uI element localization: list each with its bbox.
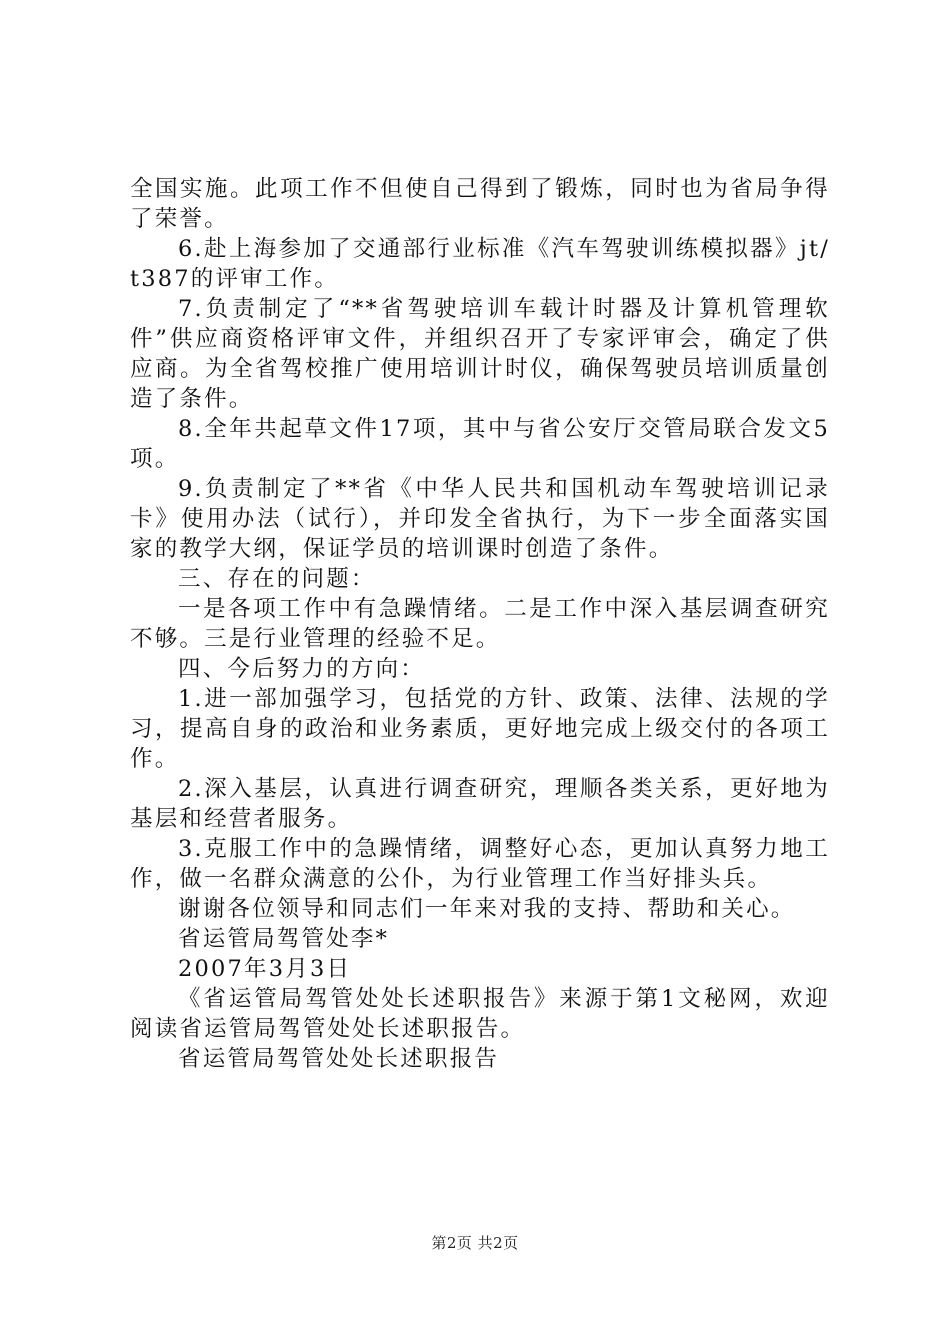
section-heading-direction: 四、今后努力的方向：	[178, 656, 426, 682]
paragraph-3: 7.负责制定了“**省驾驶培训车载计时器及计算机管理软件”供应商资格评审文件，并组织召开了专家评审会，确定了供应商。为全省驾校推广使用培训计时仪，确保驾驶员培训质量创造了条件。	[130, 296, 830, 412]
paragraph-9: 1.进一部加强学习，包括党的方针、政策、法律、法规的学习，提高自身的政治和业务素质，更好地完成上级交付的各项工作。	[130, 686, 830, 772]
signature: 省运管局驾管处李*	[178, 926, 390, 952]
paragraph-11: 3.克服工作中的急躁情绪，调整好心态，更加认真努力地工作，做一名群众满意的公仆，为行业管理工作当好排头兵。	[130, 836, 830, 892]
paragraph-7: 一是各项工作中有急躁情绪。二是工作中深入基层调查研究不够。三是行业管理的经验不足。	[130, 596, 830, 652]
source-note: 《省运管局驾管处处长述职报告》来源于第1文秘网，欢迎阅读省运管局驾管处处长述职报告。	[130, 986, 830, 1042]
page-number-footer: 第2页 共2页	[431, 1234, 519, 1252]
closing-thanks: 谢谢各位领导和同志们一年来对我的支持、帮助和关心。	[178, 896, 796, 922]
document-body	[130, 174, 830, 1074]
paragraph-10: 2.深入基层，认真进行调查研究，理顺各类关系，更好地为基层和经营者服务。	[130, 776, 830, 832]
paragraph-5: 9.负责制定了**省《中华人民共和国机动车驾驶培训记录卡》使用办法（试行），并印发全省执行，为下一步全面落实国家的教学大纲，保证学员的培训课时创造了条件。	[130, 476, 830, 562]
document-title-repeat: 省运管局驾管处处长述职报告	[178, 1046, 500, 1072]
paragraph-2: 6.赴上海参加了交通部行业标准《汽车驾驶训练模拟器》jt/t387的评审工作。	[130, 236, 830, 292]
paragraph-4: 8.全年共起草文件17项，其中与省公安厅交管局联合发文5项。	[130, 416, 830, 472]
paragraph-1: 全国实施。此项工作不但使自己得到了锻炼，同时也为省局争得了荣誉。	[130, 176, 830, 232]
date: 2007年3月3日	[178, 956, 352, 982]
section-heading-problems: 三、存在的问题：	[178, 566, 376, 592]
